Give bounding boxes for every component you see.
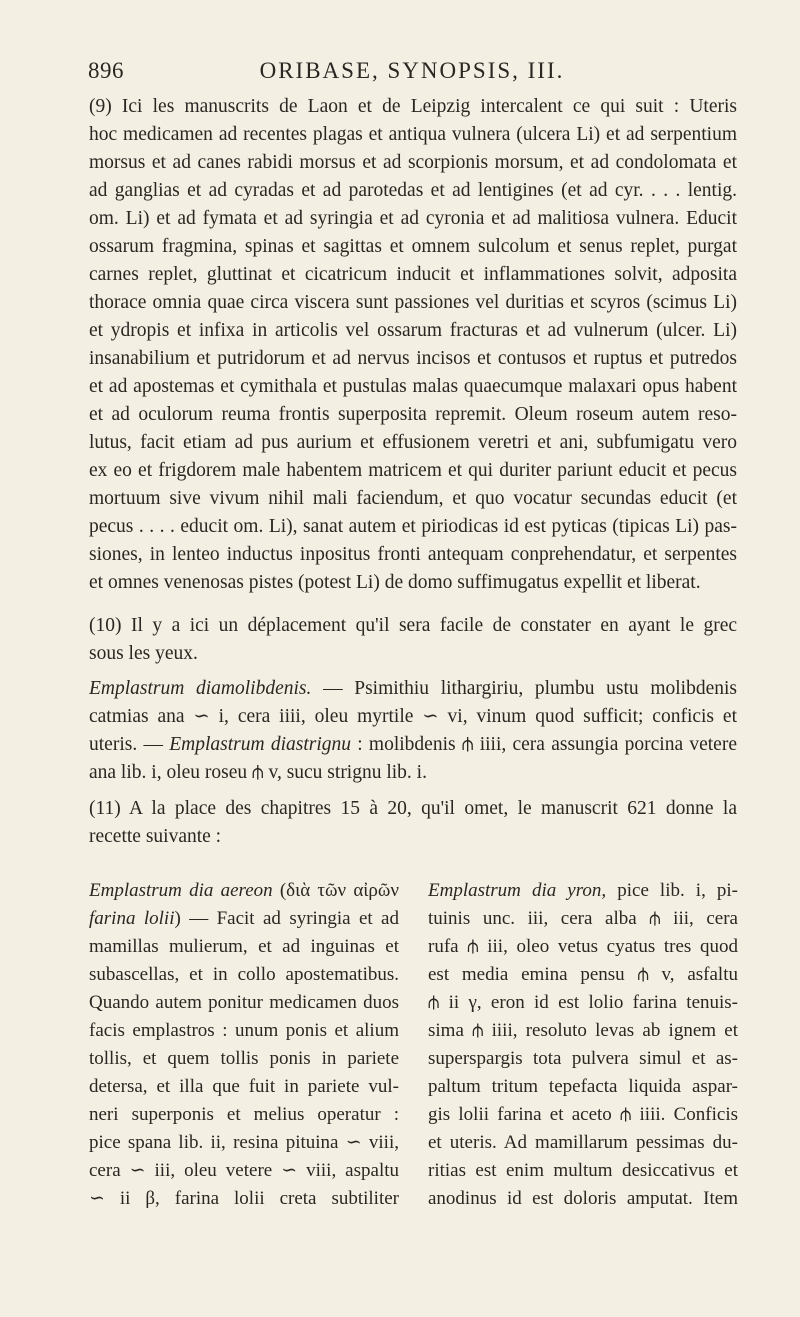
text-line: superspargis tota pulvera simul et as- — [428, 1048, 738, 1069]
text-line: anodinus id est doloris amputat. Item — [428, 1188, 738, 1209]
left-column — [89, 877, 399, 1213]
text-line: pice spana lib. ii, resina pituina ∽ viii, — [89, 1132, 399, 1153]
text-line: est media emina pensu ⫛ v, asfaltu — [428, 964, 738, 985]
text-line: neri superponis et melius operatur : — [89, 1104, 399, 1125]
page-number: 896 — [88, 58, 124, 83]
text-line: et ad oculorum reuma frontis superposita repremit. Oleum roseum autem reso- — [89, 404, 737, 425]
note-11 — [89, 795, 737, 851]
text-line: tuinis unc. iii, cera alba ⫛ iii, cera — [428, 908, 738, 929]
text-line: paltum tritum tepefacta liquida aspar- — [428, 1076, 738, 1097]
right-column — [428, 877, 738, 1213]
text-line — [89, 877, 399, 905]
text-line: om. Li) et ad fymata et ad syringia et ad cyronia et ad malitiosa vulnera. Educit — [89, 208, 737, 229]
recipe-title: farina lolii — [89, 908, 175, 929]
text-span: uteris. — — [89, 734, 170, 755]
text-line: subascellas, et in collo apostematibus. — [89, 964, 399, 985]
text-span: pice lib. i, pi- — [606, 880, 738, 901]
text-line — [89, 675, 737, 703]
recipe-title: Emplastrum diastrignu — [169, 734, 351, 755]
text-line: morsus et ad canes rabidi morsus et ad scorpionis morsum, et ad condolomata et — [89, 152, 737, 173]
text-line: ossarum fragmina, spinas et sagittas et omnem sulcolum et senus replet, purgat — [89, 236, 737, 257]
text-line: et omnes venenosas pistes (potest Li) de domo suffimugatus expellit et liberat. — [89, 572, 701, 593]
text-line: mamillas mulierum, et ad inguinas et — [89, 936, 399, 957]
text-line: tollis, et quem tollis ponis in pariete — [89, 1048, 399, 1069]
text-line: sous les yeux. — [89, 643, 198, 664]
text-line: mortuum sive vivum nihil mali faciendum, et quo vocatur secundas educit (et — [89, 488, 737, 509]
text-line: ana lib. i, oleu roseu ⫛ v, sucu strignu lib. i. — [89, 762, 427, 783]
text-line: et ad apostemas et cymithala et pustulas malas quaecumque malaxari opus habent — [89, 376, 737, 397]
text-line: thorace omnia quae circa viscera sunt passiones vel duritias et scyros (scimus Li) — [89, 292, 737, 313]
text-span: — Psimithiu lithargiriu, plumbu ustu molibdenis — [311, 678, 737, 699]
recipe-title: Emplastrum dia aereon — [89, 880, 273, 901]
text-line: insanabilium et putridorum et ad nervus incisos et contusos et ruptus et putredos — [89, 348, 737, 369]
page-header — [88, 58, 736, 88]
text-line: hoc medicamen ad recentes plagas et antiqua vulnera (ulcera Li) et ad serpentium — [89, 124, 737, 145]
text-line: carnes replet, gluttinat et cicatricum inducit et inflammationes solvit, adposita — [89, 264, 737, 285]
text-line — [89, 905, 399, 933]
text-line — [428, 877, 738, 905]
note-10 — [89, 612, 737, 668]
text-line: lutus, facit etiam ad pus aurium et effusionem veretri et ani, subfumigatu vero — [89, 432, 737, 453]
text-span: : molibdenis ⫛ iiii, cera assungia porcina vetere — [351, 734, 737, 755]
text-line: ∽ ii β, farina lolii creta subtiliter — [89, 1188, 399, 1209]
greek-text: (διὰ τῶν αἰρῶν — [279, 880, 399, 901]
recipe-block — [89, 675, 737, 787]
text-line: (11) A la place des chapitres 15 à 20, qu'il omet, le manuscrit 621 donne la — [89, 798, 737, 819]
running-title: ORIBASE, SYNOPSIS, III. — [259, 58, 565, 83]
text-line — [89, 731, 737, 759]
text-line: sima ⫛ iiii, resoluto levas ab ignem et — [428, 1020, 738, 1041]
text-line: ad ganglias et ad cyradas et ad parotedas et ad lentigines (et ad cyr. . . . lentig. — [89, 180, 737, 201]
text-line: pecus . . . . educit om. Li), sanat autem et piriodicas id est pyticas (tipicas Li) pas- — [89, 516, 737, 537]
text-line: cera ∽ iii, oleu vetere ∽ viii, aspaltu — [89, 1160, 399, 1181]
text-span: ) — Facit ad syringia et ad — [174, 908, 399, 929]
text-line: (10) Il y a ici un déplacement qu'il sera facile de constater en ayant le grec — [89, 615, 737, 636]
text-line: ⫛ ii γ, eron id est lolio farina tenuis- — [428, 992, 738, 1013]
recipe-title: Emplastrum dia yron, — [428, 880, 607, 901]
text-line: recette suivante : — [89, 826, 222, 847]
text-line: et uteris. Ad mamillarum pessimas du- — [428, 1132, 738, 1153]
text-line: (9) Ici les manuscrits de Laon et de Leipzig intercalent ce qui suit : Uteris — [89, 96, 737, 117]
text-line: et ydropis et infixa in articolis vel ossarum fracturas et ad vulnerum (ulcer. Li) — [89, 320, 737, 341]
text-line: siones, in lenteo inductus inpositus fronti antequam conprehendatur, et serpentes — [89, 544, 737, 565]
text-line: catmias ana ∽ i, cera iiii, oleu myrtile ∽ vi, vinum quod sufficit; conficis et — [89, 706, 737, 727]
note-9 — [89, 93, 737, 597]
text-line: facis emplastros : unum ponis et alium — [89, 1020, 399, 1041]
text-line: ritias est enim multum desiccativus et — [428, 1160, 738, 1181]
text-line: detersa, et illa que fuit in pariete vul- — [89, 1076, 399, 1097]
recipe-title: Emplastrum diamolibdenis. — [89, 678, 312, 699]
text-line: rufa ⫛ iii, oleo vetus cyatus tres quod — [428, 936, 738, 957]
text-line: Quando autem ponitur medicamen duos — [89, 992, 399, 1013]
text-line: ex eo et frigdorem male habentem matricem et qui duriter pariunt educit et pecus — [89, 460, 737, 481]
text-line: gis lolii farina et aceto ⫛ iiii. Conficis — [428, 1104, 738, 1125]
